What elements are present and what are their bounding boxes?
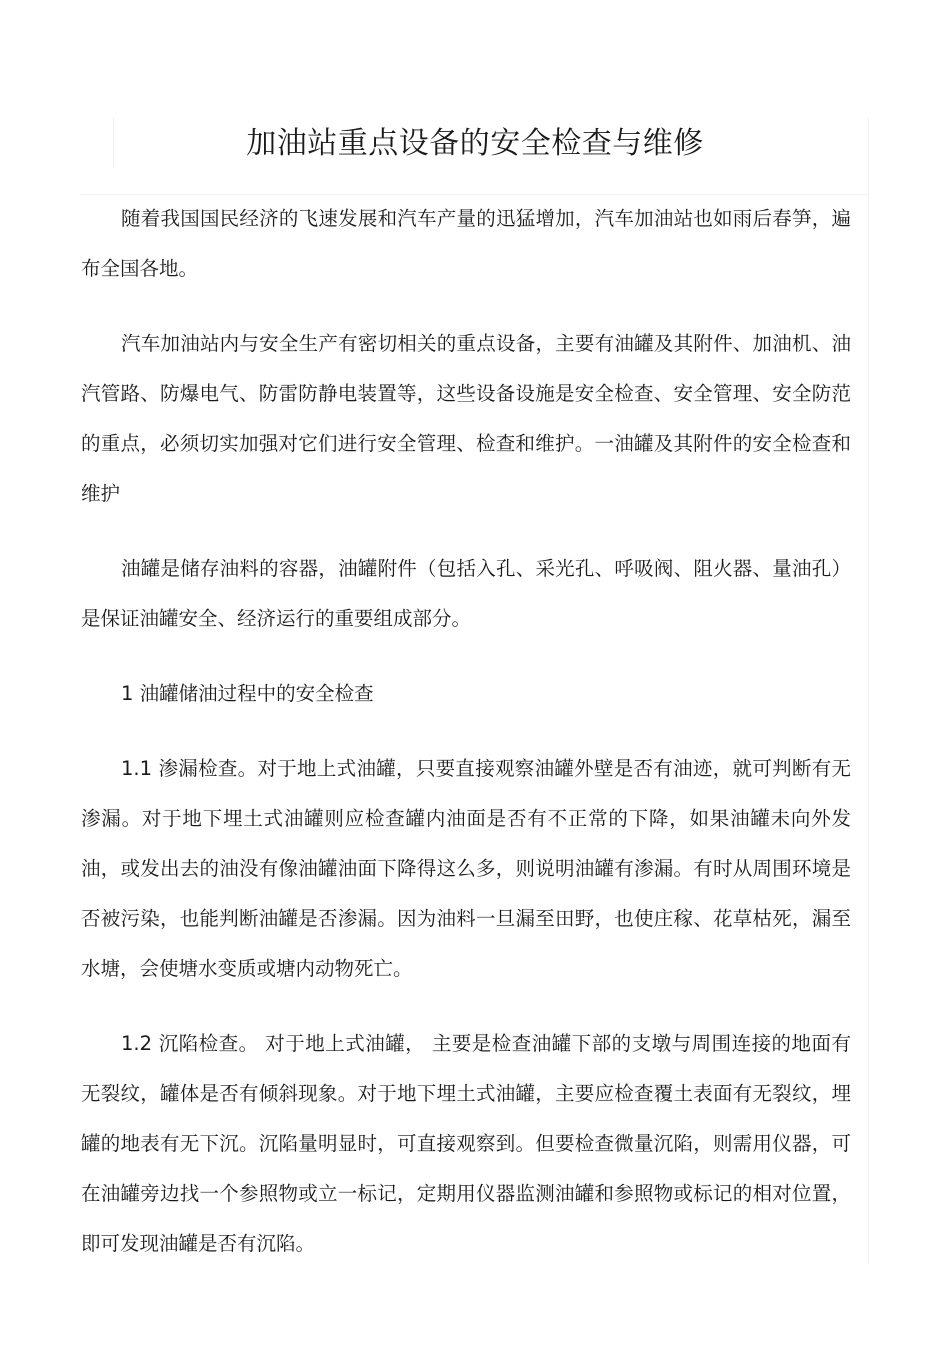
paragraph-subsidence-check: 1.2 沉陷检查。 对于地上式油罐， 主要是检查油罐下部的支墩与周围连接的地面有无裂纹，罐体是否有倾斜现象。对于地下埋土式油罐，主要应检查覆土表面有无裂纹，埋罐的地表有无下沉。沉陷量明显时，可直接观察到。但要检查微量沉陷，则需用仪器，可在油罐旁边找一个参照物或立一标记，定期用仪器监测油罐和参照物或标记的相对位置，即可发现油罐是否有沉陷。 — [81, 1032, 851, 1255]
document-title: 加油站重点设备的安全检查与维修 — [246, 126, 704, 161]
paragraph-intro: 随着我国国民经济的飞速发展和汽车产量的迅猛增加，汽车加油站也如雨后春笋，遍布全国各地。 — [81, 207, 851, 280]
document-body — [81, 194, 851, 1269]
paragraph-key-equipment: 汽车加油站内与安全生产有密切相关的重点设备，主要有油罐及其附件、加油机、油汽管路、防爆电气、防雷防静电装置等，这些设备设施是安全检查、安全管理、安全防范的重点，必须切实加强对它们进行安全管理、检查和维护。一油罐及其附件的安全检查和维护 — [81, 332, 851, 505]
paragraph-tank-definition: 油罐是储存油料的容器，油罐附件（包括入孔、采光孔、呼吸阀、阻火器、量油孔）是保证油罐安全、经济运行的重要组成部分。 — [81, 557, 851, 630]
page-guide-line — [868, 118, 869, 1263]
section-heading-tank-inspection: 1 油罐储油过程中的安全检查 — [121, 682, 374, 705]
paragraph-leak-check: 1.1 渗漏检查。对于地上式油罐，只要直接观察油罐外壁是否有油迹，就可判断有无渗漏。对于地下埋土式油罐则应检查罐内油面是否有不正常的下降，如果油罐未向外发油，或发出去的油没有像油罐油面下降得这么多，则说明油罐有渗漏。有时从周围环境是否被污染，也能判断油罐是否渗漏。因为油料一旦漏至田野，也使庄稼、花草枯死，漏至水塘，会使塘水变质或塘内动物死亡。 — [81, 757, 851, 980]
